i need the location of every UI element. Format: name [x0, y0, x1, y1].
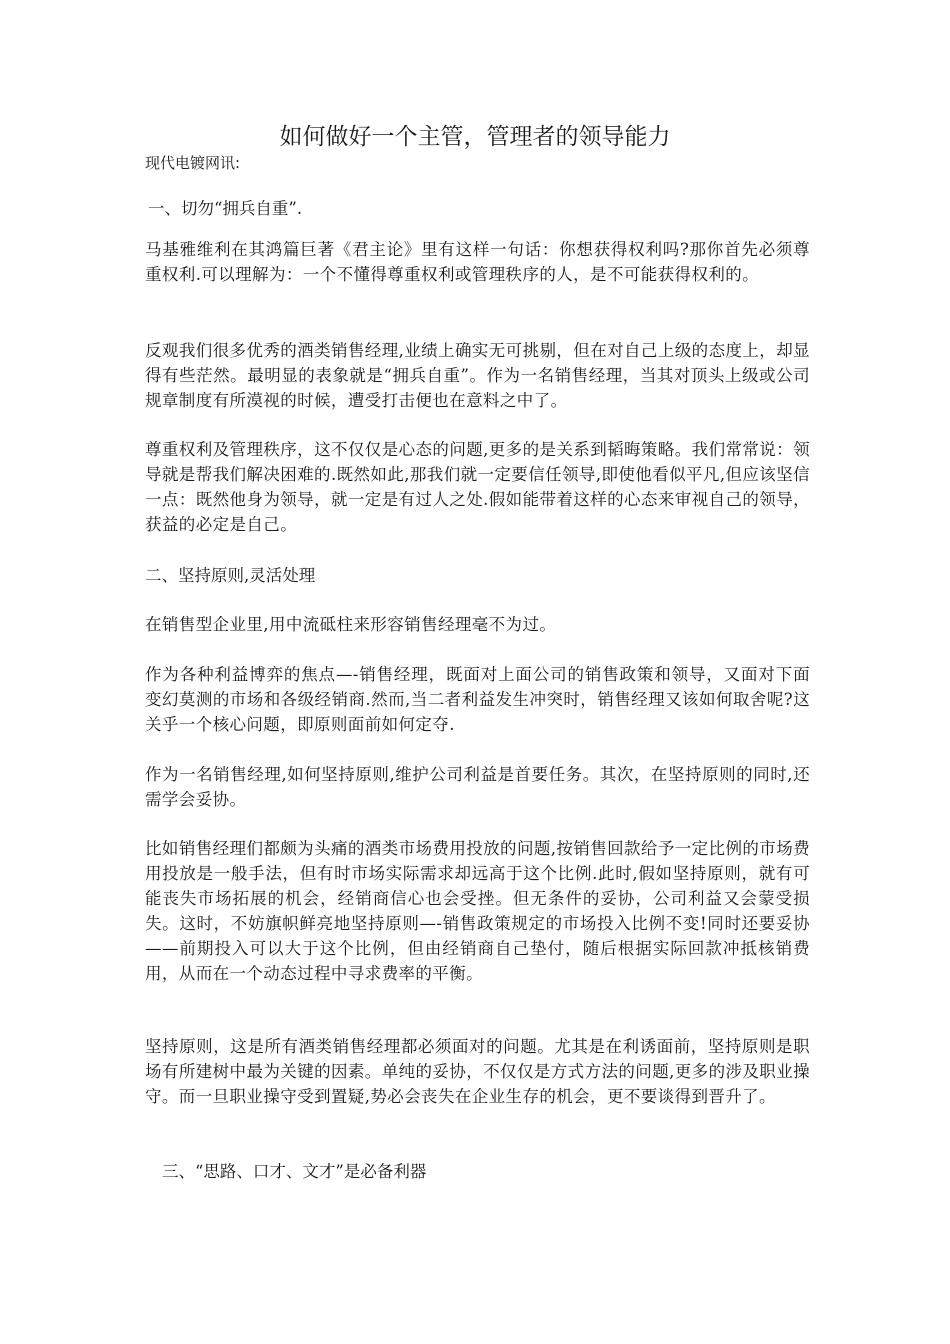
paragraph: 尊重权利及管理秩序，这不仅仅是心态的问题,更多的是关系到韬晦策略。我们常常说：领导就是帮我们解决困难的.既然如此,那我们就一定要信任领导,即使他看似平凡,但应该坚信一点：既然他身为领导，就一定是有过人之处.假如能带着这样的心态来审视自己的领导，获益的必定是自己。: [145, 440, 810, 534]
paragraph: 比如销售经理们都颇为头痛的酒类市场费用投放的问题,按销售回款给予一定比例的市场费用投放是一般手法，但有时市场实际需求却远高于这个比例.此时,假如坚持原则，就有可能丧失市场拓展的机会，经销商信心也会受挫。但无条件的妥协，公司利益又会蒙受损失。这时，不妨旗帜鲜亮地坚持原则—-销售政策规定的市场投入比例不变!同时还要妥协——前期投入可以大于这个比例，但由经销商自己垫付，随后根据实际回款冲抵核销费用，从而在一个动态过程中寻求费率的平衡。: [145, 839, 810, 983]
paragraph: 作为一名销售经理,如何坚持原则,维护公司利益是首要任务。其次，在坚持原则的同时,还需学会妥协。: [145, 765, 810, 809]
paragraph: 坚持原则，这是所有酒类销售经理都必须面对的问题。尤其是在利诱面前，坚持原则是职场有所建树中最为关键的因素。单纯的妥协，不仅仅是方式方法的问题,更多的涉及职业操守。而一旦职业操守受到置疑,势必会丧失在企业生存的机会，更不要谈得到晋升了。: [145, 1037, 810, 1106]
source-line: 现代电镀网讯:: [145, 154, 241, 172]
section-heading-3: 三、“思路、口才、文才”是必备利器: [162, 1162, 427, 1181]
paragraph: 马基雅维利在其鸿篇巨著《君主论》里有这样一句话：你想获得权利吗?那你首先必须尊重权利.可以理解为：一个不懂得尊重权利或管理秩序的人，是不可能获得权利的。: [145, 240, 810, 284]
paragraph: 在销售型企业里,用中流砥柱来形容销售经理毫不为过。: [145, 615, 557, 634]
section-heading-1: 一、切勿“拥兵自重”.: [148, 199, 303, 218]
document-title: 如何做好一个主管，管理者的领导能力: [279, 124, 671, 150]
paragraph: 作为各种利益博弈的焦点—-销售经理，既面对上面公司的销售政策和领导，又面对下面变幻莫测的市场和各级经销商.然而,当二者利益发生冲突时，销售经理又该如何取舍呢?这关乎一个核心问题，即原则面前如何定夺.: [145, 665, 810, 734]
section-heading-2: 二、坚持原则,灵活处理: [145, 566, 316, 585]
paragraph: 反观我们很多优秀的酒类销售经理,业绩上确实无可挑剔，但在对自己上级的态度上，却显得有些茫然。最明显的表象就是“拥兵自重”。作为一名销售经理，当其对顶头上级或公司规章制度有所漠视的时候，遭受打击便也在意料之中了。: [145, 341, 810, 410]
